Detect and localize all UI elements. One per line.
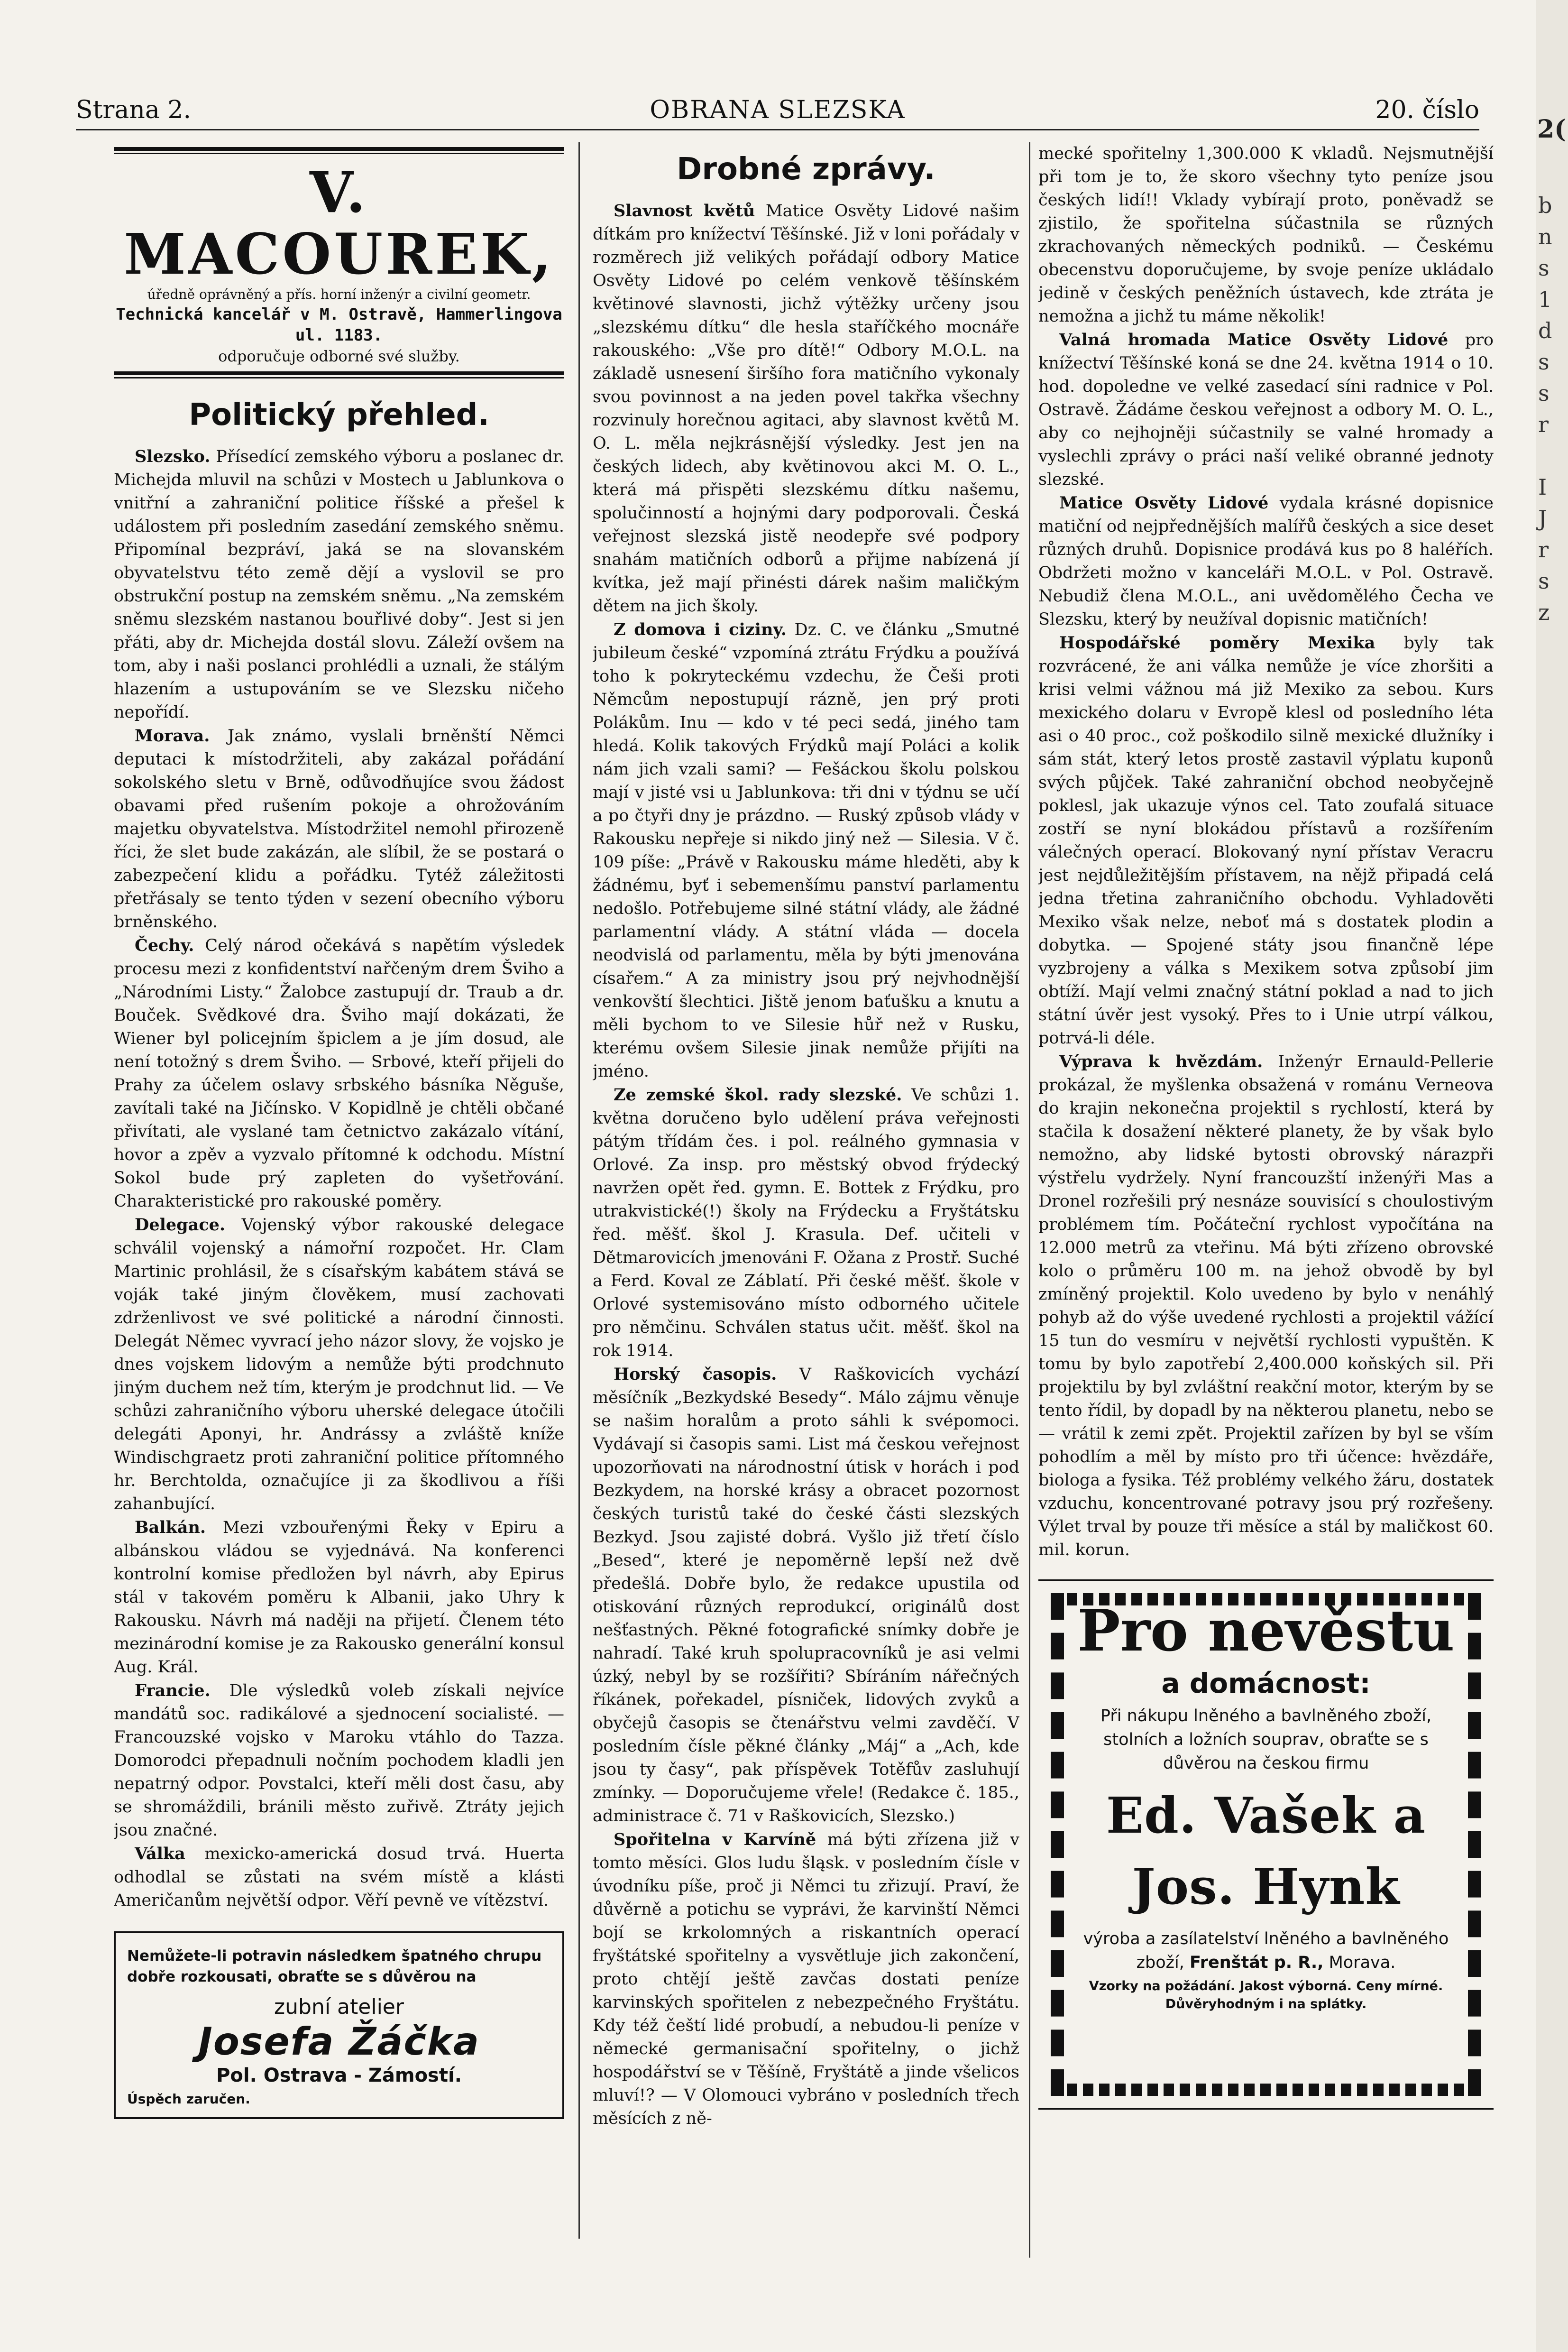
ad-macourek-line1: úředně oprávněný a přís. horní inženýr a civilní geometr. <box>147 286 531 302</box>
paragraph-text: mexicko-americká dosud trvá. Huerta odhodlal se zůstati na svém místě a klásti Američanům největší odpor. Věří pevně ve vítězství. <box>114 1845 564 1910</box>
paragraph <box>114 1516 564 1679</box>
column-rule <box>1029 142 1030 2258</box>
paragraph-text: byly tak rozvrácené, že ani válka nemůže je více zhoršiti a krisi velmi vážnou má již Mexiko za sebou. Kurs mexického dolaru v Evropě klesl od posledního léta asi o 40 proc., což poškodilo silně mexické dlužníky i sám stát, který letos prostě zastavil výplatu kuponů svých půjček. Také zahraniční obchod neobyčejně poklesl, jak ukazuje výnos cel. Tato zoufalá situace zostří se nyní blokádou přístavů a rozšířením válečných operací. Blokovaný nyní přístav Veracru jest nejdůležitějším přístavem, na nějž připadá celá jedna třetina zahraničního obchodu. Vyhladověti Mexiko však nelze, neboť má s dostatek plodin a dobytka. — Spojené státy jsou finančně lépe vyzbrojeny a válka s Mexikem sotva způsobí jim obtíží. Mají velmi značný státní poklad a nad to jich státní úvěr jest vysoký. Přes to i Unie utrpí válkou, potrvá-li déle. <box>1038 634 1494 1048</box>
column-3 <box>1038 142 1494 2258</box>
paragraph-heading: Čechy. <box>135 936 194 955</box>
issue-number: 20. číslo <box>1375 96 1479 124</box>
paragraph <box>593 1828 1019 2131</box>
paragraph <box>114 1679 564 1842</box>
paragraph-heading: Slezsko. <box>135 447 211 466</box>
ad-vasek-note1: Vzorky na požádání. Jakost výborná. Ceny mírné. <box>1089 1979 1443 1993</box>
paragraph <box>114 724 564 934</box>
paragraph-text: Dz. C. ve článku „Smutné jubileum české“ vzpomíná ztrátu Frýdku a používá toho k pokryteckému vzdechu, že Češi proti Němcům nepostupují rázně, jen prý proti Polákům. Inu — kdo v té peci sedá, jiného tam hledá. Kolik takových Frýdků mají Poláci a kolik nám jich vzali sami? — Fešáckou školu polskou mají v jisté vsi u Jablunkova: tři dni v týdnu se učí a po čtyři dny je prázdno. — Ruský způsob vlády v Rakousku nepřeje si nikdo jiný než — Silesia. V č. 109 píše: „Právě v Rakousku máme hleděti, aby k žádnému, byť i sebemenšímu panství parlamentu nedošlo. Potřebujeme silné státní vlády, ale žádné parlamentní vlády. A státní vláda — docela neodvislá od parlamentu, měla by býti jmenována císařem.“ A za ministry jsou prý nejvhodnější venkovští šlechtici. Jiště jenom baťušku a knutu a měli bychom to ve Silesie hůř než v Rusku, kterému ovšem Silesie jinak nemůže přijíti na jméno. <box>593 620 1019 1081</box>
paragraph-text: Dle výsledků voleb získali nejvíce mandátů soc. radikálové a sjednocení socialisté. — Francouzské vojsko v Maroku vtáhlo do Tazza. Domorodci přepadnuli nočním pochodem kladli jen nepatrný odpor. Povstalci, kteří měli dost času, aby se shromáždili, bránili město zuřivě. Ztráty jejich jsou značné. <box>114 1681 564 1840</box>
adjacent-page-edge <box>1536 0 1568 2352</box>
paragraph-text: Jak známo, vyslali brněnští Němci deputaci k místodržiteli, aby zakázal pořádání sokolského sletu v Brně, odůvodňujíce svou žádost obavami před rušením pokoje a ohrožováním majetku obyvatelstva. Místodržitel nemohl přirozeně říci, že slet bude zakázán, ale slíbil, že se postará o zabezpečení klidu a pořádku. Tytéž záležitosti přetřásaly se tento týden v sezení obecního výboru brněnského. <box>114 727 564 932</box>
paragraph-heading: Válka <box>135 1844 185 1863</box>
paragraph-heading: Spořitelna v Karvíně <box>614 1830 816 1849</box>
paragraph-text: Celý národ očekává s napětím výsledek procesu mezi z konfidentství nařčeným drem Šviho a „Národními Listy.“ Žalobce zastupují dr. Traub a dr. Bouček. Svědkové dra. Šviho mají dokázati, že Wiener byl policejním špiclem a je jím dosud, ale není totožný s drem Šviho. — Srbové, kteří přijeli do Prahy za účelem oslavy srbského básníka Něguše, zavítali také na Jičínsko. V Kopidlně je chtěli občané přivítati, ale vyslané tam četnictvo zakázalo vítání, hovor a zpěv a vyzvalo přítomné k odchodu. Místní Sokol bude prý zapleten do vyšetřování. Charakteristické pro rakouské poměry. <box>114 936 564 1211</box>
paragraph-heading: Delegace. <box>135 1215 226 1235</box>
ad-vasek-note2: Důvěryhodným i na splátky. <box>1165 1997 1367 2011</box>
ad-vasek-body: Při nákupu lněného a bavlněného zboží, stolních a ložních souprav, obraťte se s důvěrou na českou firmu <box>1100 1706 1432 1773</box>
paragraph-text: má býti zřízena již v tomto měsíci. Glos ludu šląsk. v posledním čísle v úvodníku píše, proč ji Němci tu zřizují. Praví, že důvěrně a potichu se vyprávi, že karvinští Němci bojí se krkolomných a riskantních operací fryštátské spořitelny a vysvětluje jich zakončení, proto chtějí ještě zavčas dostati peníze karvinských spořitelen z nebezpečného Fryštátu. Kdy též čeští lidé probudí, a nebudou-li peníze v německé germanisační spořitelny, o jichž hospodářství se v Těšíně, Fryštátě a jinde všelicos mluví!? — V Olomouci vybráno v posledních třech měsících z ně- <box>593 1830 1019 2128</box>
section-title-drobne: Drobné zprávy. <box>677 152 935 187</box>
paragraph-text: Vojenský výbor rakouské delegace schválil vojenský a námořní rozpočet. Hr. Clam Martinic prohlásil, že s císařským kabátem stává se voják také jiným člověkem, musí zachovati zdrženlivost ve své politické a národní činnosti. Delegát Němec vyvrací jeho názor slovy, že vojsko je dnes vojskem lidovým a nemůže býti prodchnuto jiným duchem než tím, kterým je prodchnut lid. — Ve schůzi zahraničního výboru uherské delegace útočili delegáti Aponyi, hr. Andrássy a zvláště kníže Windischgraetz proti zahraniční politice přítomného hr. Berchtolda, označujíce ji za škodlivou a říši zahanbující. <box>114 1216 564 1513</box>
column-1 <box>114 142 564 2239</box>
ad-vasek-region: Morava. <box>1329 1953 1396 1972</box>
ad-zacek <box>114 1931 564 2119</box>
paragraph <box>1038 491 1494 631</box>
ad-vasek-firm: Ed. Vašek a Jos. Hynk <box>1106 1786 1426 1916</box>
paragraph <box>593 1083 1019 1363</box>
paragraph-text: Přísedící zemského výboru a poslanec dr. Michejda mluvil na schůzi v Mostech u Jablunkova o vnitřní a zahraniční politice říšské a přešel k událostem při posledním zasedání zemského sněmu. Připomínal bezpráví, jaká se na slovanském obyvatelstvu této země dějí a vyslovil se pro obstrukční postup na zemském sněmu. „Na zemském sněmu slezském nastanou bouřlivé doby“. Jest si jen přáti, aby dr. Michejda dostál slovu. Záleží ovšem na tom, aby i naši poslanci prohlédli a uznali, že stálým hlazením a ustupováním se ve Slezsku ničeho nepořídí. <box>114 447 564 722</box>
ad-macourek-name: V. MACOUREK, <box>124 159 554 287</box>
paragraph-text: Mezi vzbouřenými Řeky v Epiru a albánskou vládou se vyjednává. Na konferenci kontrolní komise předložen byl návrh, aby Epirus stál v takovém poměru k Albanii, jako Uhry k Rakousku. Návrh má naději na přijetí. Členem této mezinárodní komise je za Rakousko generální konsul Aug. Král. <box>114 1518 564 1677</box>
divider <box>114 147 564 154</box>
paragraph-heading: Výprava k hvězdám. <box>1059 1052 1263 1071</box>
paragraph-heading: Z domova i ciziny. <box>614 620 787 639</box>
ad-macourek-line3: odporučuje odborné své služby. <box>218 347 460 365</box>
paragraph-heading: Horský časopis. <box>614 1365 777 1384</box>
ad-vasek-description <box>1075 1927 1457 1974</box>
section-title-politicky: Politický přehled. <box>189 397 489 433</box>
paragraph <box>1038 631 1494 1050</box>
paragraph-text: mecké spořitelny 1,300.000 K vkladů. Nejsmutnější při tom je to, že skoro všechny tyto peníze jsou českých lidí!! Vklady vybírají proto, poněvadž se zjistilo, že spořitelna súčastnila se různých zkrachovaných německých podniků. — Českému obecenstvu doporučujeme, by svoje peníze ukládalo jedině v českých peněžních ústavech, kde ztráta je nemožna a jichž tu máme několik! <box>1038 144 1494 326</box>
ad-vasek-hynk <box>1038 1581 1494 2108</box>
column-rule <box>578 142 580 2239</box>
running-header <box>76 96 1479 130</box>
paragraph <box>114 1842 564 1912</box>
paragraph-heading: Francie. <box>135 1681 211 1700</box>
paragraph-heading: Hospodářské poměry Mexika <box>1059 633 1375 653</box>
ad-vasek-title: Pro nevěstu <box>1077 1597 1455 1664</box>
paragraph-heading: Balkán. <box>135 1518 206 1537</box>
page-number: Strana 2. <box>76 96 192 124</box>
ad-macourek <box>114 159 564 367</box>
ad-zacek-name: Josefa Žáčka <box>198 2020 480 2064</box>
paragraph-heading: Morava. <box>135 726 210 746</box>
paragraph-heading: Slavnost květů <box>614 201 755 221</box>
ad-macourek-line2: Technická kancelář v M. Ostravě, Hammerlingova ul. 1183. <box>116 305 562 345</box>
paragraph <box>1038 142 1494 328</box>
paragraph-text: Ve schůzi 1. května doručeno bylo udělení práva veřejnosti pátým třídám čes. i pol. reálného gymnasia v Orlové. Za insp. pro městský obvod frýdecký navržen opět řed. gymn. E. Bottek z Frýdku, pro utrakvistické(!) školy na Frýdecku a Fryštátsku řed. měšť. škol J. Krasula. Def. učiteli v Dětmarovicích jmenováni F. Ožana z Prostř. Suché a Ferd. Koval ze Záblatí. Při české měšť. škole v Orlové systemisováno místo odborného učitele pro němčinu. Schválen status učit. měšť. škol na rok 1914. <box>593 1086 1019 1360</box>
ad-zacek-place: Pol. Ostrava - Zámostí. <box>216 2065 462 2086</box>
paragraph <box>1038 328 1494 491</box>
paragraph-text: Matice Osvěty Lidové našim dítkám pro knížectví Těšínské. Již v loni pořádaly v rozměrech již velikých pořádají odbory Matice Osvěty Lidové po celém venkově těšínském květinové slavnosti, jichž výtěžky určeny jsou „slezskému dítku“ dle hesla staříčkého mocnáře rakouského: „Vše pro dítě!“ Odbory M.O.L. na základě usnesení širšího fora matičního vykonaly svou povinnost a na jeden povel takřka všechny rozvinuly horečnou agitaci, aby slavnost květů M. O. L. měla nejkrásnější výsledky. Jest jen na českých lidech, aby květinovou akci M. O. L., která má přispěti slezskému dítku našemu, spolučinností a hojnými dary podporovali. Česká veřejnost slezská jistě neodepře své podpory snahám matičních odborů a přijme nabízená jí kvítka, jež mají přinésti dárek našim maličkým dětem na jich školy. <box>593 202 1019 616</box>
paragraph-text: Inženýr Ernauld-Pellerie prokázal, že myšlenka obsažená v románu Verneova do krajin nekonečna projektil s rychlostí, která by stačila k dosažení některé planety, že by však bylo nemožno, aby lidské bytosti obrovský nárazpři výstřelu vydržely. Nyní francouzští inženýři Mas a Dronel rozřešili prý nesnáze souvisící s choulostivým problémem tím. Počáteční rychlost vypočítána na 12.000 metrů za vteřinu. Má býti zřízeno obrovské kolo o průměru 100 m. na jehož obvodě by byl zmíněný projektil. Kolo uvedeno by bylo v nenáhlý pohyb až do výše uvedené rychlosti a projektil vážící 15 tun do vesmíru v největší rychlosti vypuštěn. K tomu by bylo zapotřebí 2,400.000 koňských sil. Při projektilu by byl zvláštní reakční motor, kterým by se tento řídil, by dopadl by na některou planetu, nebo se — vrátil k zemi zpět. Projektil zařízen by byl se vším pohodlím a měl by místo pro tři účence: hvězdáře, biologa a fysika. Též problémy velkého žáru, dostatek vzduchu, koncentrované potravy jsou prý rozřešeny. Výlet trval by pouze tři měsíce a stál by maličkost 60. mil. korun. <box>1038 1052 1494 1559</box>
paragraph-text: vydala krásné dopisnice matiční od nejpřednějších malířů českých a sice deset různých druhů. Dopisnice prodává kus po 8 haléřích. Obdržeti možno v kanceláři M.O.L. v Pol. Ostravě. Nebudiž člena M.O.L., ani uvědomělého Čecha ve Slezsku, který by neužíval dopisnic matičních! <box>1038 494 1494 629</box>
paragraph <box>593 618 1019 1083</box>
ad-vasek-desc: výroba a zasílatelství lněného a bavlněného zboží, <box>1083 1929 1449 1972</box>
paragraph <box>1038 1050 1494 1562</box>
paragraph-heading: Valná hromada Matice Osvěty Lidové <box>1059 330 1449 350</box>
ad-vasek-subtitle: a domácnost: <box>1161 1667 1371 1699</box>
ad-vasek-place: Frenštát p. R., <box>1190 1953 1324 1972</box>
divider <box>114 371 564 378</box>
paragraph <box>593 1363 1019 1828</box>
ad-zacek-atelier: zubní atelier <box>274 1995 404 2019</box>
adjacent-page-number: 2( <box>1537 115 1566 144</box>
column-2 <box>593 142 1019 2229</box>
ad-zacek-intro: Nemůžete-li potravin následkem špatného chrupu dobře rozkousati, obraťte se s důvěrou na <box>127 1947 542 1985</box>
column-3-body <box>1038 142 1494 1562</box>
paragraph-heading: Matice Osvěty Lidové <box>1059 493 1269 513</box>
paragraph <box>114 1213 564 1516</box>
paragraph <box>114 445 564 724</box>
paragraph-heading: Ze zemské škol. rady slezské. <box>614 1085 902 1105</box>
paragraph <box>114 934 564 1213</box>
ad-zacek-guarantee: Úspěch zaručen. <box>127 2091 250 2107</box>
paragraph-text: V Raškovicích vychází měsíčník „Bezkydské Besedy“. Málo zájmu věnuje se našim horalům a proto sáhli k svépomoci. Vydávají si časopis sami. List má českou veřejnost upozorňovati na národnostní útisk v horách i pod Bezkydem, na horské krásy a obracet pozornost českých turistů také do české části slezských Bezkyd. Jsou zajisté dobrá. Vyšlo již třetí číslo „Besed“, které je nepoměrně lepší než dvě předešlá. Dobře bylo, že redakce upustila od otiskování různých reprodukcí, originálů dost nešťastných. Pěkné fotografické snímky dobře je nahradí. Také kruh spolupracovníků je asi velmi úzký, nebyl by se rozšířiti? Sbíráním nářečných říkánek, pořekadel, písniček, lidových zvyků a obyčejů časopis se čtenářstvu velmi zavděčí. V posledním čísle pěkné články „Máj“ a „Ach, kde jsou ty časy“, pak příspěvek Totěfův zasluhují zmínky. — Doporučujeme vřele! (Redakce č. 185., administrace č. 71 v Raškovicích, Slezsko.) <box>593 1365 1019 1826</box>
paragraph-text: pro knížectví Těšínské koná se dne 24. května 1914 o 10. hod. dopoledne ve velké zasedací síni radnice v Pol. Ostravě. Žádáme českou veřejnost a odbory M. O. L., aby co nejhojněji súčastnily se valné hromady a vyslechli zprávy o práci naší veliké obranné jednoty slezské. <box>1038 331 1494 489</box>
masthead: OBRANA SLEZSKA <box>650 96 906 124</box>
politicky-body <box>114 445 564 1912</box>
drobne-body <box>593 199 1019 2131</box>
paragraph <box>593 199 1019 618</box>
adjacent-page-text: b n s 1 d s s r I J r s z <box>1538 193 1552 625</box>
